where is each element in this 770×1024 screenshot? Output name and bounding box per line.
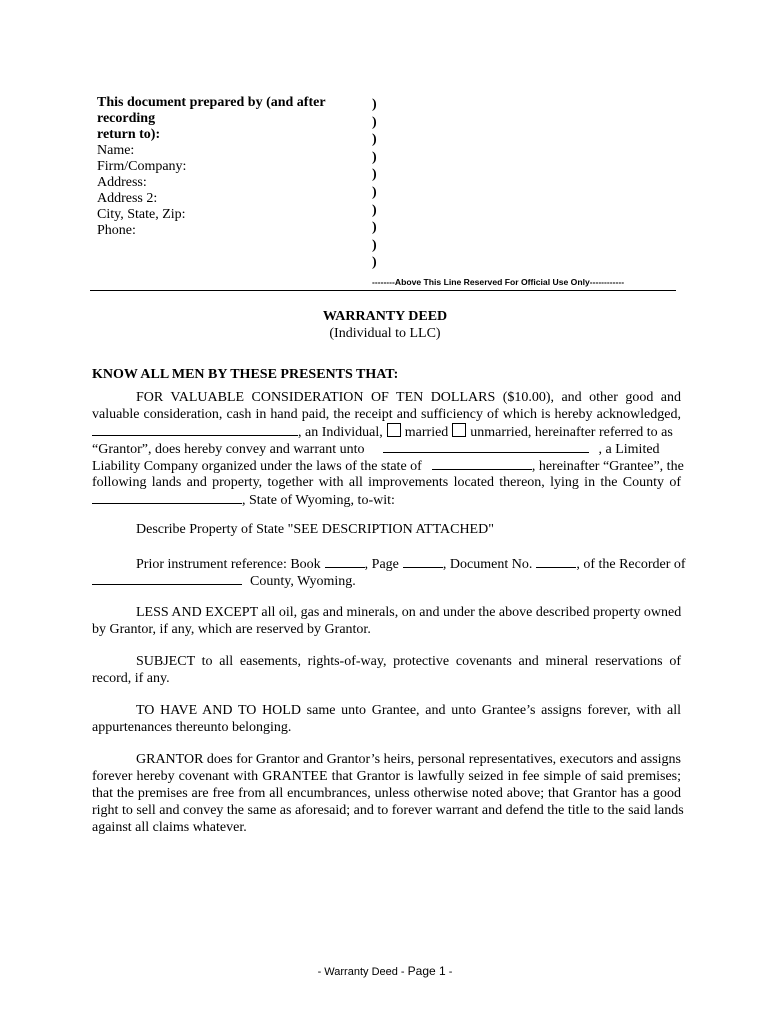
county-wyoming-text: County, Wyoming. bbox=[250, 574, 356, 589]
reserved-note: --------Above This Line Reserved For Official Use Only------------ bbox=[372, 277, 625, 287]
book-label: Prior instrument reference: Book bbox=[136, 557, 321, 572]
recorder-county-blank[interactable] bbox=[92, 572, 242, 585]
document-no-blank[interactable] bbox=[536, 555, 576, 568]
page-label: , Page bbox=[364, 557, 399, 572]
paren: ) bbox=[372, 220, 377, 236]
grantor-covenant-line-5: against all claims whatever. bbox=[92, 820, 247, 835]
prior-instrument-line-1 bbox=[92, 555, 686, 573]
organized-text: Liability Company organized under the laws of the state of bbox=[92, 459, 422, 474]
state-of-wyoming-text: , State of Wyoming, to-wit: bbox=[242, 493, 395, 508]
grantor-covenant-line-2: forever hereby covenant with GRANTEE that Grantor is lawfully seized in fee simple of said premises; bbox=[92, 769, 681, 784]
married-checkbox[interactable] bbox=[387, 423, 401, 437]
paren: ) bbox=[372, 167, 377, 183]
grantor-covenant-line-1: GRANTOR does for Grantor and Grantor’s heirs, personal representatives, executors and assigns bbox=[136, 752, 681, 767]
consideration-line-6: following lands and property, together with all improvements located thereon, lying in the County of bbox=[92, 475, 681, 490]
unmarried-checkbox[interactable] bbox=[452, 423, 466, 437]
recorder-text: , of the Recorder of bbox=[576, 557, 686, 572]
preparer-heading-line2: return to): bbox=[97, 127, 161, 142]
preparer-firm-label: Firm/Company: bbox=[97, 159, 187, 174]
paren: ) bbox=[372, 132, 377, 148]
footer-dash: - bbox=[445, 966, 453, 978]
convey-text: “Grantor”, does hereby convey and warrant unto bbox=[92, 442, 365, 457]
preparer-name-label: Name: bbox=[97, 143, 135, 158]
prior-instrument-line-2 bbox=[92, 572, 681, 590]
consideration-line-4 bbox=[92, 440, 681, 458]
document-no-label: , Document No. bbox=[442, 557, 533, 572]
paren: ) bbox=[372, 237, 377, 253]
consideration-line-5 bbox=[92, 457, 684, 475]
paren: ) bbox=[372, 255, 377, 271]
to-have-line-1: TO HAVE AND TO HOLD same unto Grantee, and unto Grantee’s assigns forever, with all bbox=[136, 703, 681, 718]
to-have-line-2: appurtenances thereunto belonging. bbox=[92, 720, 292, 735]
know-all-heading: KNOW ALL MEN BY THESE PRESENTS THAT: bbox=[92, 367, 399, 382]
preparer-phone-label: Phone: bbox=[97, 223, 136, 238]
county-blank[interactable] bbox=[92, 491, 242, 504]
subject-line-2: record, if any. bbox=[92, 671, 170, 686]
less-except-line-2: by Grantor, if any, which are reserved by Grantor. bbox=[92, 622, 371, 637]
deed-title: WARRANTY DEED bbox=[322, 309, 448, 324]
paren: ) bbox=[372, 149, 377, 165]
unmarried-label: unmarried, hereinafter referred to as bbox=[470, 425, 673, 440]
page-blank[interactable] bbox=[403, 555, 443, 568]
individual-text: , an Individual, bbox=[298, 425, 383, 440]
footer-page-number: Page 1 bbox=[407, 964, 446, 978]
preparer-address2-label: Address 2: bbox=[97, 191, 158, 206]
paren-column bbox=[372, 96, 377, 272]
grantee-text: , hereinafter “Grantee”, the bbox=[531, 459, 684, 474]
consideration-line-7 bbox=[92, 491, 681, 509]
state-blank[interactable] bbox=[432, 457, 532, 470]
grantee-name-blank[interactable] bbox=[383, 440, 589, 453]
paren: ) bbox=[372, 97, 377, 112]
limited-text: , a Limited bbox=[598, 442, 660, 457]
consideration-line-2: valuable consideration, cash in hand paid, the receipt and sufficiency of which is hereby acknowledged, bbox=[92, 407, 681, 422]
subject-line-1: SUBJECT to all easements, rights-of-way, protective covenants and mineral reservations of bbox=[136, 654, 681, 669]
preparer-block bbox=[97, 95, 367, 239]
married-label: married bbox=[404, 425, 449, 440]
preparer-city-label: City, State, Zip: bbox=[97, 207, 186, 222]
less-except-line-1: LESS AND EXCEPT all oil, gas and minerals, on and under the above described property owned bbox=[136, 605, 682, 620]
paren: ) bbox=[372, 114, 377, 130]
book-blank[interactable] bbox=[325, 555, 365, 568]
preparer-heading-line1: This document prepared by (and after recording bbox=[97, 95, 326, 126]
recording-divider bbox=[90, 290, 676, 291]
deed-subtitle: (Individual to LLC) bbox=[329, 326, 441, 341]
grantor-covenant-line-4: right to sell and convey the same as aforesaid; and to forever warrant and defend the title to the said lands bbox=[92, 803, 684, 818]
footer-doc-name: - Warranty Deed - bbox=[317, 966, 408, 978]
grantor-covenant-line-3: that the premises are free from all encumbrances, unless otherwise noted above; that Grantor has a good bbox=[92, 786, 681, 801]
consideration-line-1: FOR VALUABLE CONSIDERATION OF TEN DOLLARS ($10.00), and other good and bbox=[136, 390, 681, 405]
page-footer bbox=[0, 964, 770, 978]
consideration-line-3 bbox=[92, 423, 681, 441]
paren: ) bbox=[372, 184, 377, 200]
property-description: Describe Property of State "SEE DESCRIPTION ATTACHED" bbox=[136, 522, 494, 537]
preparer-address-label: Address: bbox=[97, 175, 147, 190]
grantor-name-blank[interactable] bbox=[92, 423, 298, 436]
paren: ) bbox=[372, 202, 377, 218]
